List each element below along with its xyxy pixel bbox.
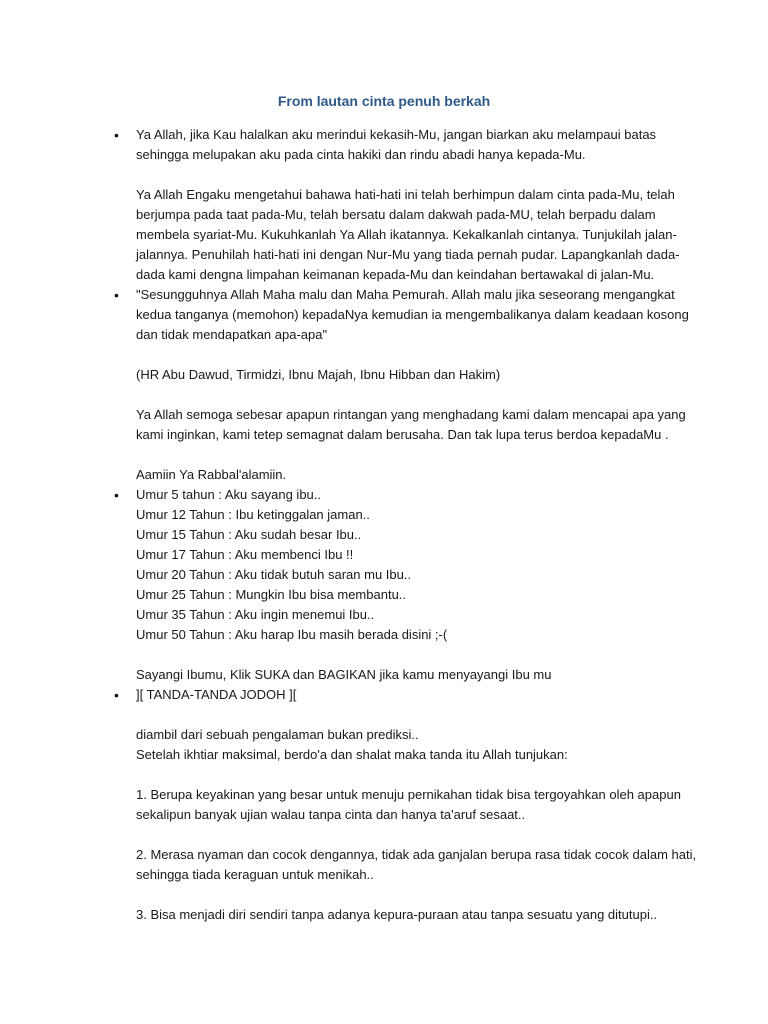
- blank-line: [136, 165, 678, 185]
- blank-line: [136, 345, 678, 365]
- text-line: "Sesungguhnya Allah Maha malu dan Maha Pemurah. Allah malu jika seseorang mengangkat: [136, 287, 675, 302]
- list-item: [0, 285, 768, 485]
- bullet-icon: •: [114, 687, 119, 703]
- blank-line: [136, 645, 678, 665]
- blank-line: [136, 385, 678, 405]
- text-line: Umur 20 Tahun : Aku tidak butuh saran mu Ibu..: [136, 567, 412, 582]
- text-line: ][ TANDA-TANDA JODOH ][: [136, 687, 297, 702]
- text-line: 2. Merasa nyaman dan cocok dengannya, tidak ada ganjalan berupa rasa tidak cocok dalam hati,: [136, 847, 697, 862]
- bullet-icon: •: [114, 127, 119, 143]
- text-line: kedua tanganya (memohon) kepadaNya kemudian ia mengembalikanya dalam keadaan kosong: [136, 307, 689, 322]
- text-line: (HR Abu Dawud, Tirmidzi, Ibnu Majah, Ibnu Hibban dan Hakim): [136, 367, 501, 382]
- text-line: sehingga melupakan aku pada cinta hakiki dan rindu abadi hanya kepada-Mu.: [136, 147, 586, 162]
- text-line: dan tidak mendapatkan apa-apa": [136, 327, 328, 342]
- blank-line: [136, 765, 678, 785]
- text-line: sehingga tiada keraguan untuk menikah..: [136, 867, 374, 882]
- list-item: [0, 485, 768, 685]
- text-line: sekalipun banyak ujian walau tanpa cinta dan hanya ta'aruf sesaat..: [136, 807, 526, 822]
- text-line: Umur 5 tahun : Aku sayang ibu..: [136, 487, 321, 502]
- text-line: membela syariat-Mu. Kukuhkanlah Ya Allah ikatannya. Kekalkanlah cintanya. Tunjukilah jalan-: [136, 227, 677, 242]
- text-line: berjumpa pada taat pada-Mu, telah bersatu dalam dakwah pada-MU, telah berpadu dalam: [136, 207, 656, 222]
- text-line: Aamiin Ya Rabbal'alamiin.: [136, 467, 287, 482]
- bullet-list: [0, 125, 768, 925]
- text-line: kami inginkan, kami tetep semagnat dalam berusaha. Dan tak lupa terus berdoa kepadaMu .: [136, 427, 669, 442]
- text-line: dada kami dengna limpahan keimanan kepada-Mu dan keindahan bertawakal di jalan-Mu.: [136, 267, 655, 282]
- text-line: Umur 15 Tahun : Aku sudah besar Ibu..: [136, 527, 362, 542]
- text-line: Setelah ikhtiar maksimal, berdo'a dan shalat maka tanda itu Allah tunjukan:: [136, 747, 568, 762]
- text-line: Ya Allah semoga sebesar apapun rintangan yang menghadang kami dalam mencapai apa yang: [136, 407, 686, 422]
- text-line: Umur 35 Tahun : Aku ingin menemui Ibu..: [136, 607, 375, 622]
- text-line: Umur 12 Tahun : Ibu ketinggalan jaman..: [136, 507, 370, 522]
- text-line: Ya Allah Engaku mengetahui bahawa hati-hati ini telah berhimpun dalam cinta pada-Mu, telah: [136, 187, 675, 202]
- list-item: [0, 685, 768, 925]
- text-line: Ya Allah, jika Kau halalkan aku merindui kekasih-Mu, jangan biarkan aku melampaui batas: [136, 127, 657, 142]
- page-title: From lautan cinta penuh berkah: [277, 93, 491, 109]
- text-line: 1. Berupa keyakinan yang besar untuk menuju pernikahan tidak bisa tergoyahkan oleh apapun: [136, 787, 681, 802]
- bullet-icon: •: [114, 287, 119, 303]
- text-line: 3. Bisa menjadi diri sendiri tanpa adanya kepura-puraan atau tanpa sesuatu yang ditutupi..: [136, 907, 658, 922]
- text-line: Umur 25 Tahun : Mungkin Ibu bisa membantu..: [136, 587, 407, 602]
- blank-line: [136, 885, 678, 905]
- text-line: diambil dari sebuah pengalaman bukan prediksi..: [136, 727, 419, 742]
- text-line: Sayangi Ibumu, Klik SUKA dan BAGIKAN jika kamu menyayangi Ibu mu: [136, 667, 552, 682]
- text-line: jalannya. Penuhilah hati-hati ini dengan Nur-Mu yang tiada pernah pudar. Lapangkanlah dada-: [136, 247, 680, 262]
- list-item: [0, 125, 768, 285]
- bullet-icon: •: [114, 487, 119, 503]
- blank-line: [136, 705, 678, 725]
- text-line: Umur 50 Tahun : Aku harap Ibu masih berada disini ;-(: [136, 627, 448, 642]
- blank-line: [136, 445, 678, 465]
- blank-line: [136, 825, 678, 845]
- text-line: Umur 17 Tahun : Aku membenci Ibu !!: [136, 547, 354, 562]
